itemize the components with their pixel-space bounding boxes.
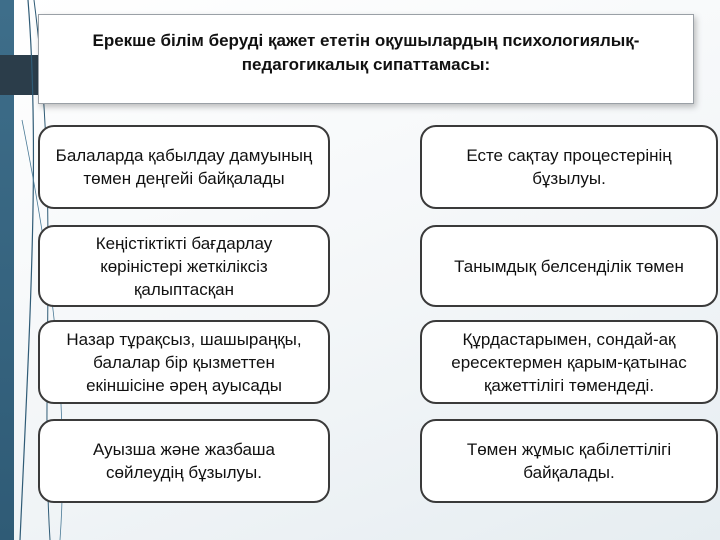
left-card-1-text: Балаларда қабылдау дамуының төмен деңгейі байқалады: [55, 146, 313, 188]
right-card-2: [420, 225, 718, 307]
title-box: [38, 14, 694, 104]
right-card-3: [420, 320, 718, 404]
right-card-1: [420, 125, 718, 209]
left-card-2: [38, 225, 330, 307]
left-card-4: [38, 419, 330, 503]
right-card-4: [420, 419, 718, 503]
left-card-3: [38, 320, 330, 404]
left-card-1: [38, 125, 330, 209]
left-card-4-text: Ауызша және жазбаша сөйлеудің бұзылуы.: [92, 440, 275, 482]
right-card-4-text: Төмен жұмыс қабілеттілігі байқалады.: [466, 440, 672, 482]
left-card-3-text: Назар тұрақсыз, шашыраңқы, балалар бір қызметтен екіншісіне әрең ауысады: [66, 329, 302, 395]
right-card-2-text: Танымдық белсенділік төмен: [454, 256, 684, 276]
left-card-2-text: Кеңістіктікті бағдарлау көріністері жеткіліксіз қалыптасқан: [95, 233, 273, 299]
dark-accent-tab: [0, 55, 38, 95]
right-card-1-text: Есте сақтау процестерінің бұзылуы.: [466, 146, 672, 188]
right-card-3-text: Құрдастарымен, сондай-ақ ересектермен қарым-қатынас қажеттілігі төмендеді.: [451, 329, 687, 395]
diagram-title: Ерекше білім беруді қажет ететін оқушылардың психологиялық-педагогикалық сипаттамасы:: [92, 31, 640, 74]
